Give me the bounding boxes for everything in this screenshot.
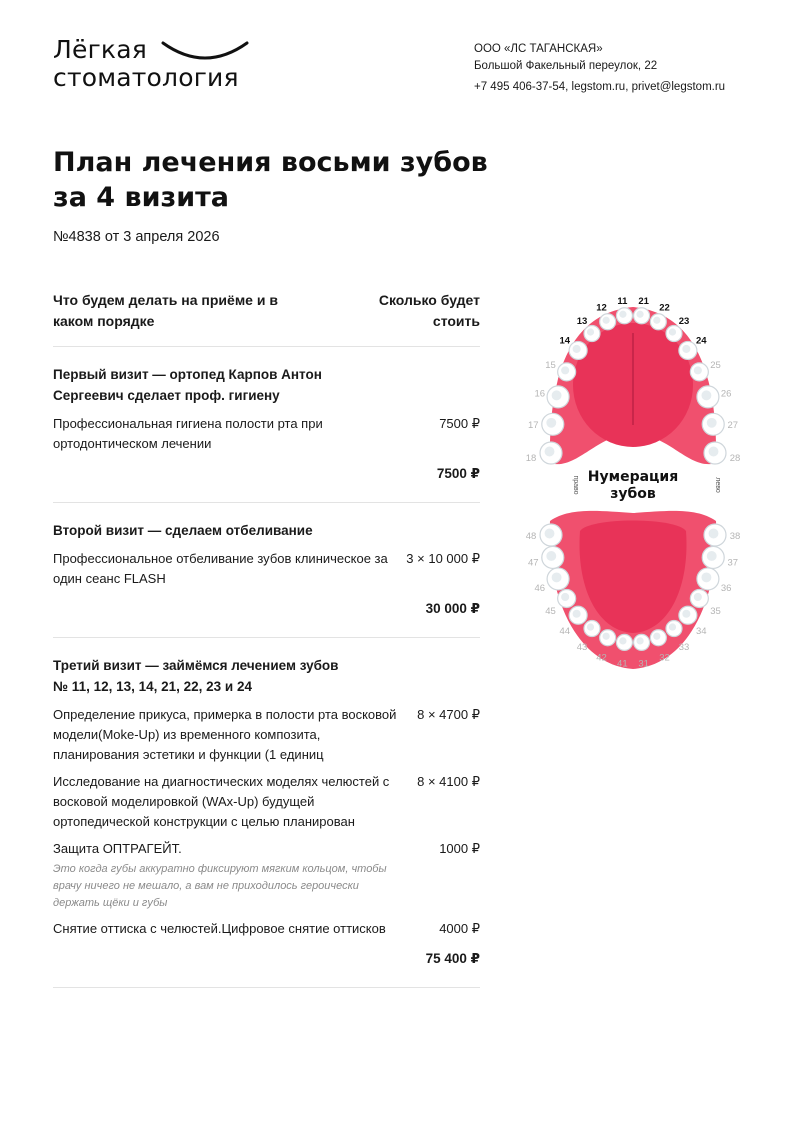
visit-title: Первый визит — ортопед Карпов Антон Сергеевич сделает проф. гигиену: [53, 367, 322, 403]
tooth-label-41: 41: [617, 658, 628, 670]
column-header-cost: Сколько будет стоить: [378, 292, 480, 329]
tooth-label-33: 33: [678, 641, 690, 653]
service-name: [53, 549, 398, 589]
tooth-shade: [573, 345, 581, 353]
tooth-shade: [545, 529, 555, 539]
tooth-label-32: 32: [659, 652, 670, 664]
tooth-shade: [701, 572, 711, 582]
teeth-diagram: [525, 285, 760, 685]
chart-caption-line-2: зубов: [610, 486, 656, 502]
service-name: [53, 919, 398, 939]
tooth-label-11: 11: [617, 295, 628, 307]
tooth-shade: [545, 447, 555, 457]
service-title: Защита ОПТРАГЕЙТ.: [53, 841, 182, 856]
tooth-label-44: 44: [559, 626, 571, 638]
service-note: Это когда губы аккуратно фиксируют мягким кольцом, чтобы врачу ничего не мешало, а вам не приходилось героически держать щёки и губы: [53, 863, 387, 909]
tooth-label-23: 23: [678, 316, 690, 328]
company-info: [474, 41, 725, 96]
service-price: 8 × 4100 ₽: [417, 774, 480, 789]
tooth-shade: [587, 623, 594, 630]
service-title: Определение прикуса, примерка в полости рта восковой модели(Moke-Up) из временного композита, планирования эстетики и функции (1 единиц: [53, 707, 397, 762]
service-name: [53, 705, 398, 765]
service-name: [53, 414, 398, 454]
clinic-logo: [53, 36, 239, 92]
tooth-shade: [682, 610, 690, 618]
tooth-shade: [561, 593, 569, 601]
company-address: Большой Факельный переулок, 22: [474, 60, 658, 72]
tooth-label-16: 16: [534, 388, 546, 400]
service-row: [53, 549, 480, 589]
tooth-shade: [552, 572, 562, 582]
tooth-label-26: 26: [720, 388, 732, 400]
visit-block: [53, 638, 480, 988]
company-contacts: +7 495 406-37-54, legstom.ru, privet@legstom.ru: [474, 81, 726, 93]
logo-line-2: стоматология: [53, 63, 239, 92]
tooth-shade: [701, 390, 711, 400]
tooth-label-36: 36: [720, 583, 732, 595]
service-name: [53, 772, 398, 832]
treatment-plan: [53, 290, 480, 988]
visit-title: Второй визит — сделаем отбеливание: [53, 523, 313, 538]
tooth-shade: [619, 637, 626, 644]
tooth-shade: [636, 311, 643, 318]
logo-line-1: Лёгкая: [53, 35, 147, 64]
tooth-label-35: 35: [710, 606, 721, 618]
document-title: План лечения восьми зубов за 4 визита: [53, 147, 488, 213]
tooth-label-15: 15: [545, 360, 556, 372]
tooth-shade: [653, 633, 660, 640]
service-row: [53, 414, 480, 454]
tooth-label-47: 47: [527, 557, 539, 569]
tooth-shade: [552, 390, 562, 400]
visit-title: Третий визит — займёмся лечением зубов № 11, 12, 13, 14, 21, 22, 23 и 24: [53, 658, 339, 694]
tooth-shade: [546, 551, 556, 561]
tooth-shade: [546, 418, 556, 428]
service-title: Профессиональная гигиена полости рта при ортодонтическом лечении: [53, 416, 323, 451]
service-row: [53, 705, 480, 765]
tooth-label-13: 13: [576, 316, 588, 328]
service-price: 3 × 10 000 ₽: [406, 551, 480, 566]
tooth-shade: [694, 593, 702, 601]
tooth-label-37: 37: [727, 557, 739, 569]
tooth-shade: [669, 328, 676, 335]
visit-total: 75 400 ₽: [425, 951, 480, 966]
tooth-label-14: 14: [559, 335, 571, 347]
visit-total: 7500 ₽: [436, 466, 480, 481]
tooth-label-46: 46: [534, 583, 546, 595]
service-price: 1000 ₽: [439, 841, 480, 856]
tooth-shade: [682, 345, 690, 353]
tooth-shade: [561, 366, 569, 374]
column-header-services: Что будем делать на приёме и в каком порядке: [53, 292, 278, 329]
tooth-label-34: 34: [695, 626, 707, 638]
service-title: Исследование на диагностических моделях челюстей с восковой моделировкой (WAx-Up) будущей ортопедической конструкции с целью планирован: [53, 774, 390, 829]
document-number: №4838 от 3 апреля 2026: [53, 229, 220, 245]
service-price: 8 × 4700 ₽: [417, 707, 480, 722]
tooth-label-38: 38: [729, 531, 741, 542]
teeth-numbering-chart: [525, 285, 760, 685]
visit-block: [53, 347, 480, 503]
tooth-shade: [653, 317, 660, 324]
tooth-label-21: 21: [638, 295, 649, 307]
service-row: [53, 839, 480, 912]
service-name: [53, 839, 398, 912]
visits-list: [53, 347, 480, 988]
tooth-label-18: 18: [525, 453, 537, 464]
tooth-label-42: 42: [596, 652, 607, 664]
visit-block: [53, 503, 480, 638]
visit-total: 30 000 ₽: [425, 601, 480, 616]
company-name: ООО «ЛС ТАГАНСКАЯ»: [474, 43, 603, 55]
side-left-label: лево: [714, 477, 721, 493]
service-row: [53, 919, 480, 939]
tooth-shade: [603, 317, 610, 324]
tooth-label-27: 27: [727, 420, 739, 432]
tooth-shade: [709, 447, 719, 457]
tooth-label-43: 43: [576, 641, 588, 653]
tooth-shade: [636, 637, 643, 644]
service-row: [53, 772, 480, 832]
service-title: Снятие оттиска с челюстей.Цифровое снятие оттисков: [53, 921, 386, 936]
tooth-label-12: 12: [596, 302, 607, 314]
tooth-label-24: 24: [695, 335, 707, 347]
tooth-shade: [709, 529, 719, 539]
tooth-label-28: 28: [729, 453, 741, 464]
service-price: 7500 ₽: [439, 416, 480, 431]
tooth-shade: [573, 610, 581, 618]
tooth-shade: [707, 551, 717, 561]
tooth-label-45: 45: [545, 606, 556, 618]
chart-caption-line-1: Нумерация: [587, 469, 679, 485]
side-right-label: право: [572, 475, 579, 495]
tooth-label-25: 25: [710, 360, 721, 372]
service-title: Профессиональное отбеливание зубов клиническое за один сеанс FLASH: [53, 551, 388, 586]
tooth-shade: [669, 623, 676, 630]
plan-header: [53, 290, 480, 347]
tooth-label-17: 17: [527, 420, 539, 432]
smile-icon: [161, 39, 249, 61]
tooth-shade: [707, 418, 717, 428]
tooth-shade: [603, 633, 610, 640]
tooth-label-48: 48: [525, 531, 537, 542]
service-price: 4000 ₽: [439, 921, 480, 936]
tooth-shade: [587, 328, 594, 335]
tooth-shade: [694, 366, 702, 374]
tooth-label-31: 31: [638, 658, 649, 670]
tooth-label-22: 22: [659, 302, 670, 314]
tooth-shade: [619, 311, 626, 318]
